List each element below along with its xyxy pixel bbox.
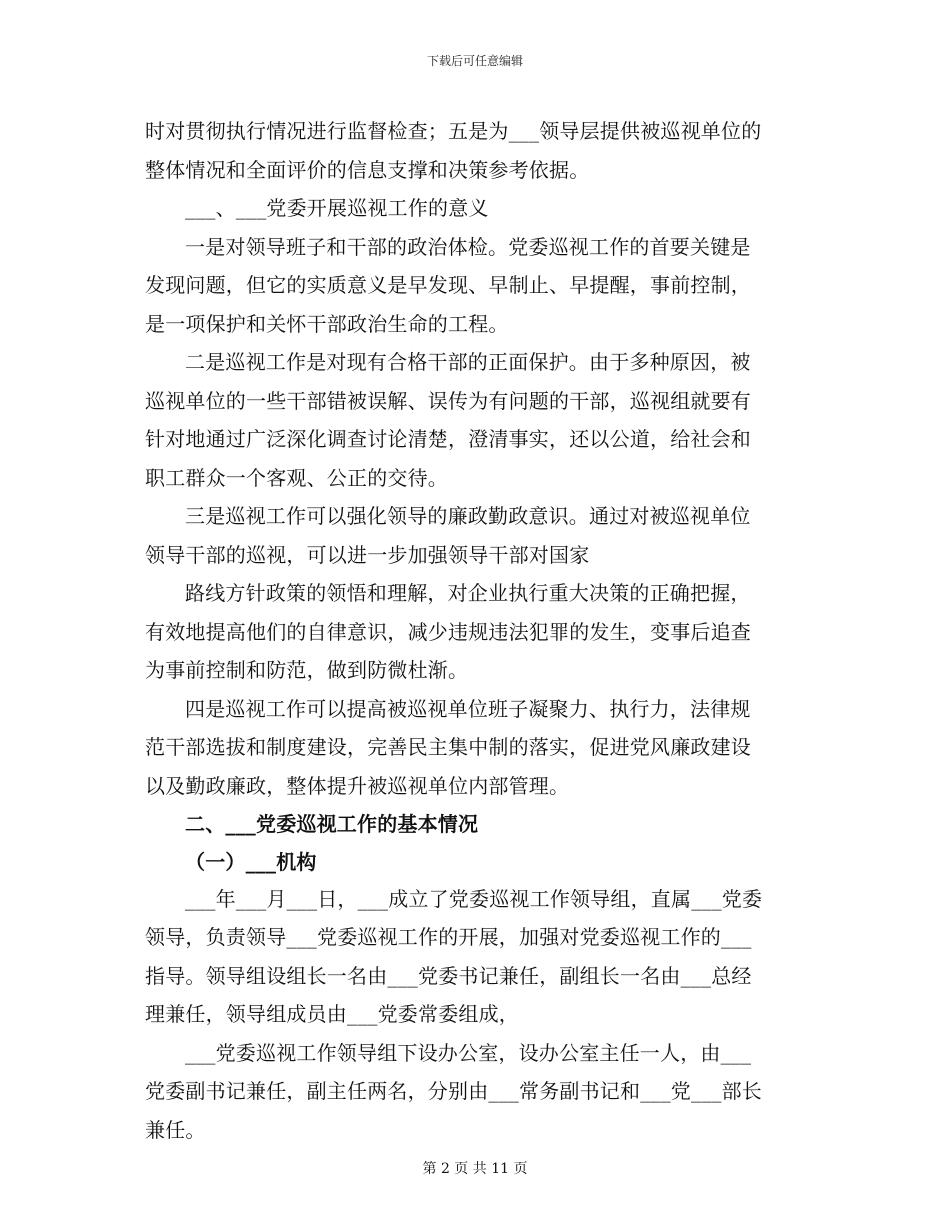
paragraph-line: 一是对领导班子和干部的政治体检。党委巡视工作的首要关键是 bbox=[185, 234, 751, 259]
paragraph-line: 指导。领导组设组长一名由___党委书记兼任，副组长一名由___总经 bbox=[145, 963, 752, 988]
paragraph-line: 领导干部的巡视，可以进一步加强领导干部对国家 bbox=[145, 542, 590, 567]
paragraph-line: ___年___月___日，___成立了党委巡视工作领导组，直属___党委 bbox=[185, 886, 763, 911]
paragraph-line: 职工群众一个客观、公正的交待。 bbox=[145, 465, 448, 490]
paragraph-line: 四是巡视工作可以提高被巡视单位班子凝聚力、执行力，法律规 bbox=[185, 696, 751, 721]
paragraph-line: 理兼任，领导组成员由___党委常委组成， bbox=[145, 1002, 519, 1026]
paragraph-line: 有效地提高他们的自律意识，减少违规违法犯罪的发生，变事后追查 bbox=[145, 619, 751, 644]
section-heading-bold: 二、___党委巡视工作的基本情况 bbox=[185, 812, 479, 836]
paragraph-line: 路线方针政策的领悟和理解，对企业执行重大决策的正确把握， bbox=[185, 581, 751, 605]
paragraph-line: 为事前控制和防范，做到防微杜渐。 bbox=[145, 658, 469, 682]
paragraph-line: 范干部选拔和制度建设，完善民主集中制的落实，促进党风廉政建设 bbox=[145, 735, 751, 759]
paragraph-line: 巡视单位的一些干部错被误解、误传为有问题的干部，巡视组就要有 bbox=[145, 388, 751, 413]
paragraph-line: 三是巡视工作可以强化领导的廉政勤政意识。通过对被巡视单位 bbox=[185, 504, 751, 528]
paragraph-line: 发现问题，但它的实质意义是早发现、早制止、早提醒，事前控制， bbox=[145, 273, 751, 297]
subsection-heading: （一）___机构 bbox=[185, 849, 317, 874]
page-header: 下载后可任意编辑 bbox=[426, 54, 523, 68]
page-footer: 第 2 页 共 11 页 bbox=[422, 1161, 528, 1177]
paragraph-line: 党委副书记兼任，副主任两名，分别由___常务副书记和___党___部长 bbox=[145, 1079, 762, 1103]
paragraph-line: 兼任。 bbox=[145, 1117, 206, 1142]
section-heading: ___、___党委开展巡视工作的意义 bbox=[185, 196, 489, 220]
paragraph-line: 以及勤政廉政，整体提升被巡视单位内部管理。 bbox=[145, 773, 570, 798]
paragraph-line: 针对地通过广泛深化调查讨论清楚，澄清事实，还以公道，给社会和 bbox=[145, 427, 751, 451]
paragraph-line: 二是巡视工作是对现有合格干部的正面保护。由于多种原因，被 bbox=[185, 350, 751, 374]
paragraph-line: 整体情况和全面评价的信息支撑和决策参考依据。 bbox=[145, 157, 590, 182]
paragraph-line: 是一项保护和关怀干部政治生命的工程。 bbox=[145, 311, 509, 336]
document-body bbox=[145, 112, 815, 1149]
paragraph-line: 领导，负责领导___党委巡视工作的开展，加强对党委巡视工作的___ bbox=[145, 925, 752, 949]
paragraph-line: ___党委巡视工作领导组下设办公室，设办公室主任一人，由___ bbox=[185, 1040, 752, 1065]
paragraph-line: 时对贯彻执行情况进行监督检查；五是为___领导层提供被巡视单位的 bbox=[145, 119, 762, 143]
